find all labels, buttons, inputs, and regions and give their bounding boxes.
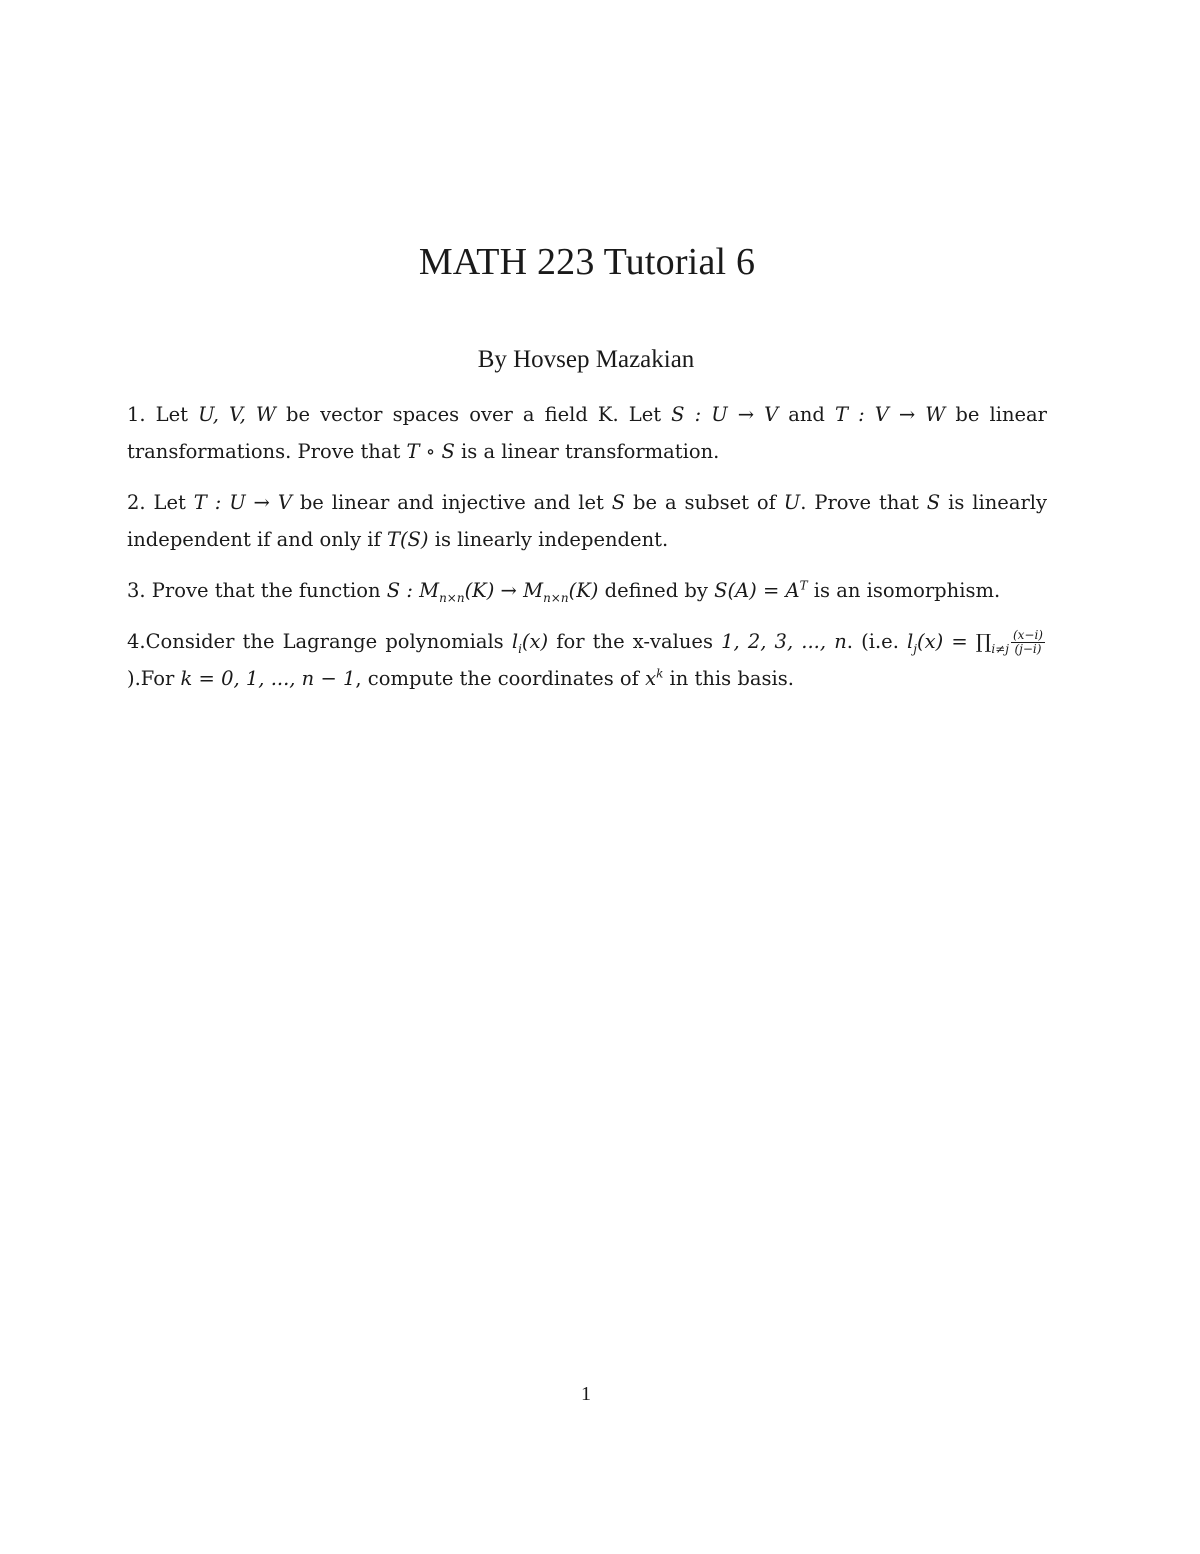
problem-2-math: T(S)	[386, 528, 429, 551]
problem-1-math: T ∘ S	[406, 440, 455, 463]
problem-2-text: is linearly independent if and only if	[127, 491, 1048, 551]
problem-3-number: 3.	[127, 579, 146, 602]
problem-4-math: k = 0, 1, ..., n − 1	[180, 667, 356, 690]
problem-4-text: Consider the Lagrange polynomials	[145, 630, 512, 653]
problem-4-subscript: i≠j	[991, 641, 1009, 656]
problem-4-math: l	[907, 630, 914, 653]
problem-3-text: is an isomorphism.	[807, 579, 1001, 602]
problem-4-text: . (i.e.	[846, 630, 908, 653]
problem-4-math: x	[645, 667, 657, 690]
document-author: By Hovsep Mazakian	[477, 346, 695, 373]
problem-list	[127, 396, 1047, 711]
problem-1-text: be linear transformations. Prove that	[127, 403, 1047, 463]
problem-3-subscript: n×n	[439, 590, 465, 605]
problem-4-superscript: k	[656, 666, 664, 681]
problem-4-math: (x)	[521, 630, 549, 653]
fraction-denominator: (j−i)	[1014, 642, 1042, 656]
problem-2-text: is linearly independent.	[428, 528, 669, 551]
problem-4	[127, 623, 1047, 697]
problem-2-text: . Prove that	[800, 491, 927, 514]
problem-1	[127, 396, 1047, 470]
product-fraction	[1011, 629, 1045, 656]
problem-4-text: for the x-values	[548, 630, 722, 653]
problem-4-text: in this basis.	[663, 667, 794, 690]
problem-2-math: U	[783, 491, 801, 514]
problem-4-subscript: i	[518, 641, 522, 656]
problem-1-math: T : V → W	[835, 403, 946, 426]
problem-1-math: U, V, W	[198, 403, 276, 426]
problem-2-math: S	[926, 491, 941, 514]
problem-3-math: (K) → M	[464, 579, 544, 602]
problem-1-text: Let	[145, 403, 199, 426]
problem-3	[127, 572, 1047, 609]
problem-2-text: Let	[145, 491, 194, 514]
document-title: MATH 223 Tutorial 6	[418, 241, 756, 283]
problem-4-math: l	[511, 630, 519, 653]
problem-3-text: defined by	[598, 579, 715, 602]
problem-4-math: (x) = ∏	[917, 630, 992, 653]
problem-3-math: S : M	[386, 579, 440, 602]
problem-2-math: T : U → V	[193, 491, 292, 514]
problem-1-text: and	[778, 403, 835, 426]
problem-1-text: is a linear transformation.	[454, 440, 720, 463]
problem-1-number: 1.	[127, 403, 146, 426]
problem-3-superscript: T	[799, 578, 808, 593]
problem-3-math: S(A) = A	[714, 579, 800, 602]
page-number: 1	[581, 1383, 591, 1405]
fraction-numerator: (x−i)	[1012, 628, 1043, 642]
problem-3-math: (K)	[568, 579, 599, 602]
problem-4-text: , compute the coordinates of	[355, 667, 646, 690]
problem-2-text: be a subset of	[625, 491, 784, 514]
problem-1-text: be vector spaces over a field K. Let	[275, 403, 672, 426]
problem-4-subscript: j	[913, 641, 917, 656]
problem-4-math: 1, 2, 3, ..., n	[721, 630, 847, 653]
problem-2-text: be linear and injective and let	[291, 491, 612, 514]
problem-2-number: 2.	[127, 491, 146, 514]
problem-3-text: Prove that the function	[145, 579, 387, 602]
problem-4-text: ).For	[127, 667, 181, 690]
problem-3-subscript: n×n	[543, 590, 569, 605]
problem-2-math: S	[611, 491, 626, 514]
problem-2	[127, 484, 1047, 558]
problem-1-math: S : U → V	[671, 403, 779, 426]
problem-4-number: 4.	[127, 630, 146, 653]
